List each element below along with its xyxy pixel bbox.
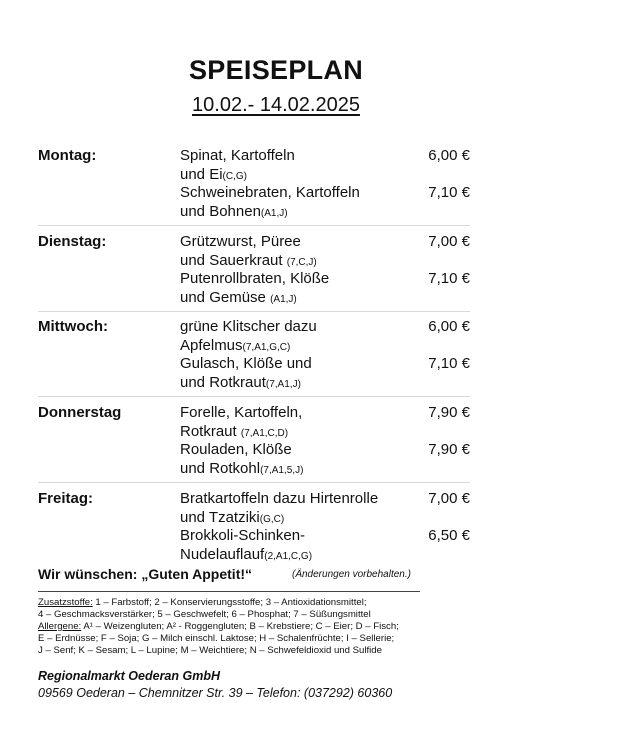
meal-line: Grützwurst, Püree: [180, 233, 301, 250]
meal-line: Gulasch, Klöße und: [180, 355, 312, 372]
meal-line: und Sauerkraut (7,C,J): [180, 251, 317, 269]
allergen-codes: (C,G): [222, 170, 247, 182]
meal-price: 7,90 €: [428, 404, 470, 421]
meal-line: und Ei(C,G): [180, 165, 247, 183]
meal-line: Schweinebraten, Kartoffeln: [180, 184, 360, 201]
allergen-codes: (7,A1,G,C): [242, 341, 291, 353]
meal-description: [180, 527, 430, 566]
day-separator: [38, 225, 470, 226]
changes-note: (Änderungen vorbehalten.): [292, 569, 411, 580]
allergen-codes: (7,A1,J): [265, 378, 301, 390]
meal-description: [180, 147, 430, 186]
additives-line: Zusatzstoffe: 1 – Farbstoff; 2 – Konservierungsstoffe; 3 – Antioxidationsmittel;: [38, 597, 367, 608]
page-title: SPEISEPLAN: [188, 55, 364, 85]
meal-line: Brokkoli-Schinken-: [180, 527, 306, 544]
meal-line: und Rotkohl(7,A1,5,J): [180, 459, 304, 477]
day-separator: [38, 311, 470, 312]
additives-line: 4 – Geschmacksverstärker; 5 – Geschwefelt; 6 – Phosphat; 7 – Süßungsmittel: [38, 609, 371, 620]
meal-line: Forelle, Kartoffeln,: [180, 404, 303, 421]
allergen-codes: (A1,J): [270, 293, 297, 305]
allergen-codes: (7,A1,C,D): [240, 427, 289, 439]
day-label: Dienstag:: [38, 233, 107, 250]
meal-description: [180, 318, 430, 357]
meal-price: 7,10 €: [428, 270, 470, 287]
meal-line: Rouladen, Klöße: [180, 441, 292, 458]
day-label: Mittwoch:: [38, 318, 108, 335]
meal-line: Nudelauflauf(2,A1,C,G): [180, 545, 313, 563]
meal-line: Bratkartoffeln dazu Hirtenrolle: [180, 490, 379, 507]
meal-line: und Tzatziki(G,C): [180, 508, 285, 526]
meal-line: grüne Klitscher dazu: [180, 318, 317, 335]
meal-description: [180, 404, 430, 443]
meal-line: und Bohnen(A1,J): [180, 202, 288, 220]
meal-description: [180, 184, 430, 223]
meal-price: 6,50 €: [428, 527, 470, 544]
meal-line: und Gemüse (A1,J): [180, 288, 297, 306]
greeting: Wir wünschen: „Guten Appetit!“: [38, 566, 253, 582]
allergen-codes: (A1,J): [260, 207, 288, 219]
meal-price: 6,00 €: [428, 318, 470, 335]
company-address: 09569 Oederan – Chemnitzer Str. 39 – Telefon: (037292) 60360: [38, 686, 393, 700]
meal-price: 6,00 €: [428, 147, 470, 164]
meal-price: 7,10 €: [428, 355, 470, 372]
day-label: Montag:: [38, 147, 97, 164]
allergen-codes: (G,C): [259, 513, 285, 525]
meal-line: und Rotkraut(7,A1,J): [180, 373, 301, 391]
day-label: Freitag:: [38, 490, 94, 507]
allergen-codes: (2,A1,C,G): [264, 550, 313, 562]
allergens-line: J – Senf; K – Sesam; L – Lupine; M – Weichtiere; N – Schwefeldioxid und Sulfide: [38, 645, 382, 656]
meal-line: Rotkraut (7,A1,C,D): [180, 422, 289, 440]
allergens-line: Allergene: A¹ – Weizengluten; A² - Roggengluten; B – Krebstiere; C – Eier; D – Fisch;: [38, 621, 399, 632]
meal-price: 7,00 €: [428, 490, 470, 507]
allergen-codes: (7,A1,5,J): [260, 464, 304, 476]
meal-price: 7,10 €: [428, 184, 470, 201]
meal-description: [180, 441, 430, 480]
meal-description: [180, 233, 430, 272]
meal-line: Putenrollbraten, Klöße: [180, 270, 330, 287]
allergen-codes: (7,C,J): [286, 256, 317, 268]
day-label: Donnerstag: [38, 404, 122, 421]
meal-price: 7,90 €: [428, 441, 470, 458]
day-separator: [38, 482, 470, 483]
meal-line: Spinat, Kartoffeln: [180, 147, 295, 164]
meal-line: Apfelmus(7,A1,G,C): [180, 336, 291, 354]
meal-description: [180, 355, 430, 394]
day-separator: [38, 396, 470, 397]
meal-description: [180, 490, 430, 529]
company-name: Regionalmarkt Oederan GmbH: [38, 669, 220, 683]
allergens-line: E – Erdnüsse; F – Soja; G – Milch einschl. Laktose; H – Schalenfrüchte; I – Sellerie;: [38, 633, 395, 644]
meal-description: [180, 270, 430, 309]
footer-divider: [38, 591, 420, 592]
date-range: 10.02.- 14.02.2025: [192, 94, 360, 116]
meal-price: 7,00 €: [428, 233, 470, 250]
